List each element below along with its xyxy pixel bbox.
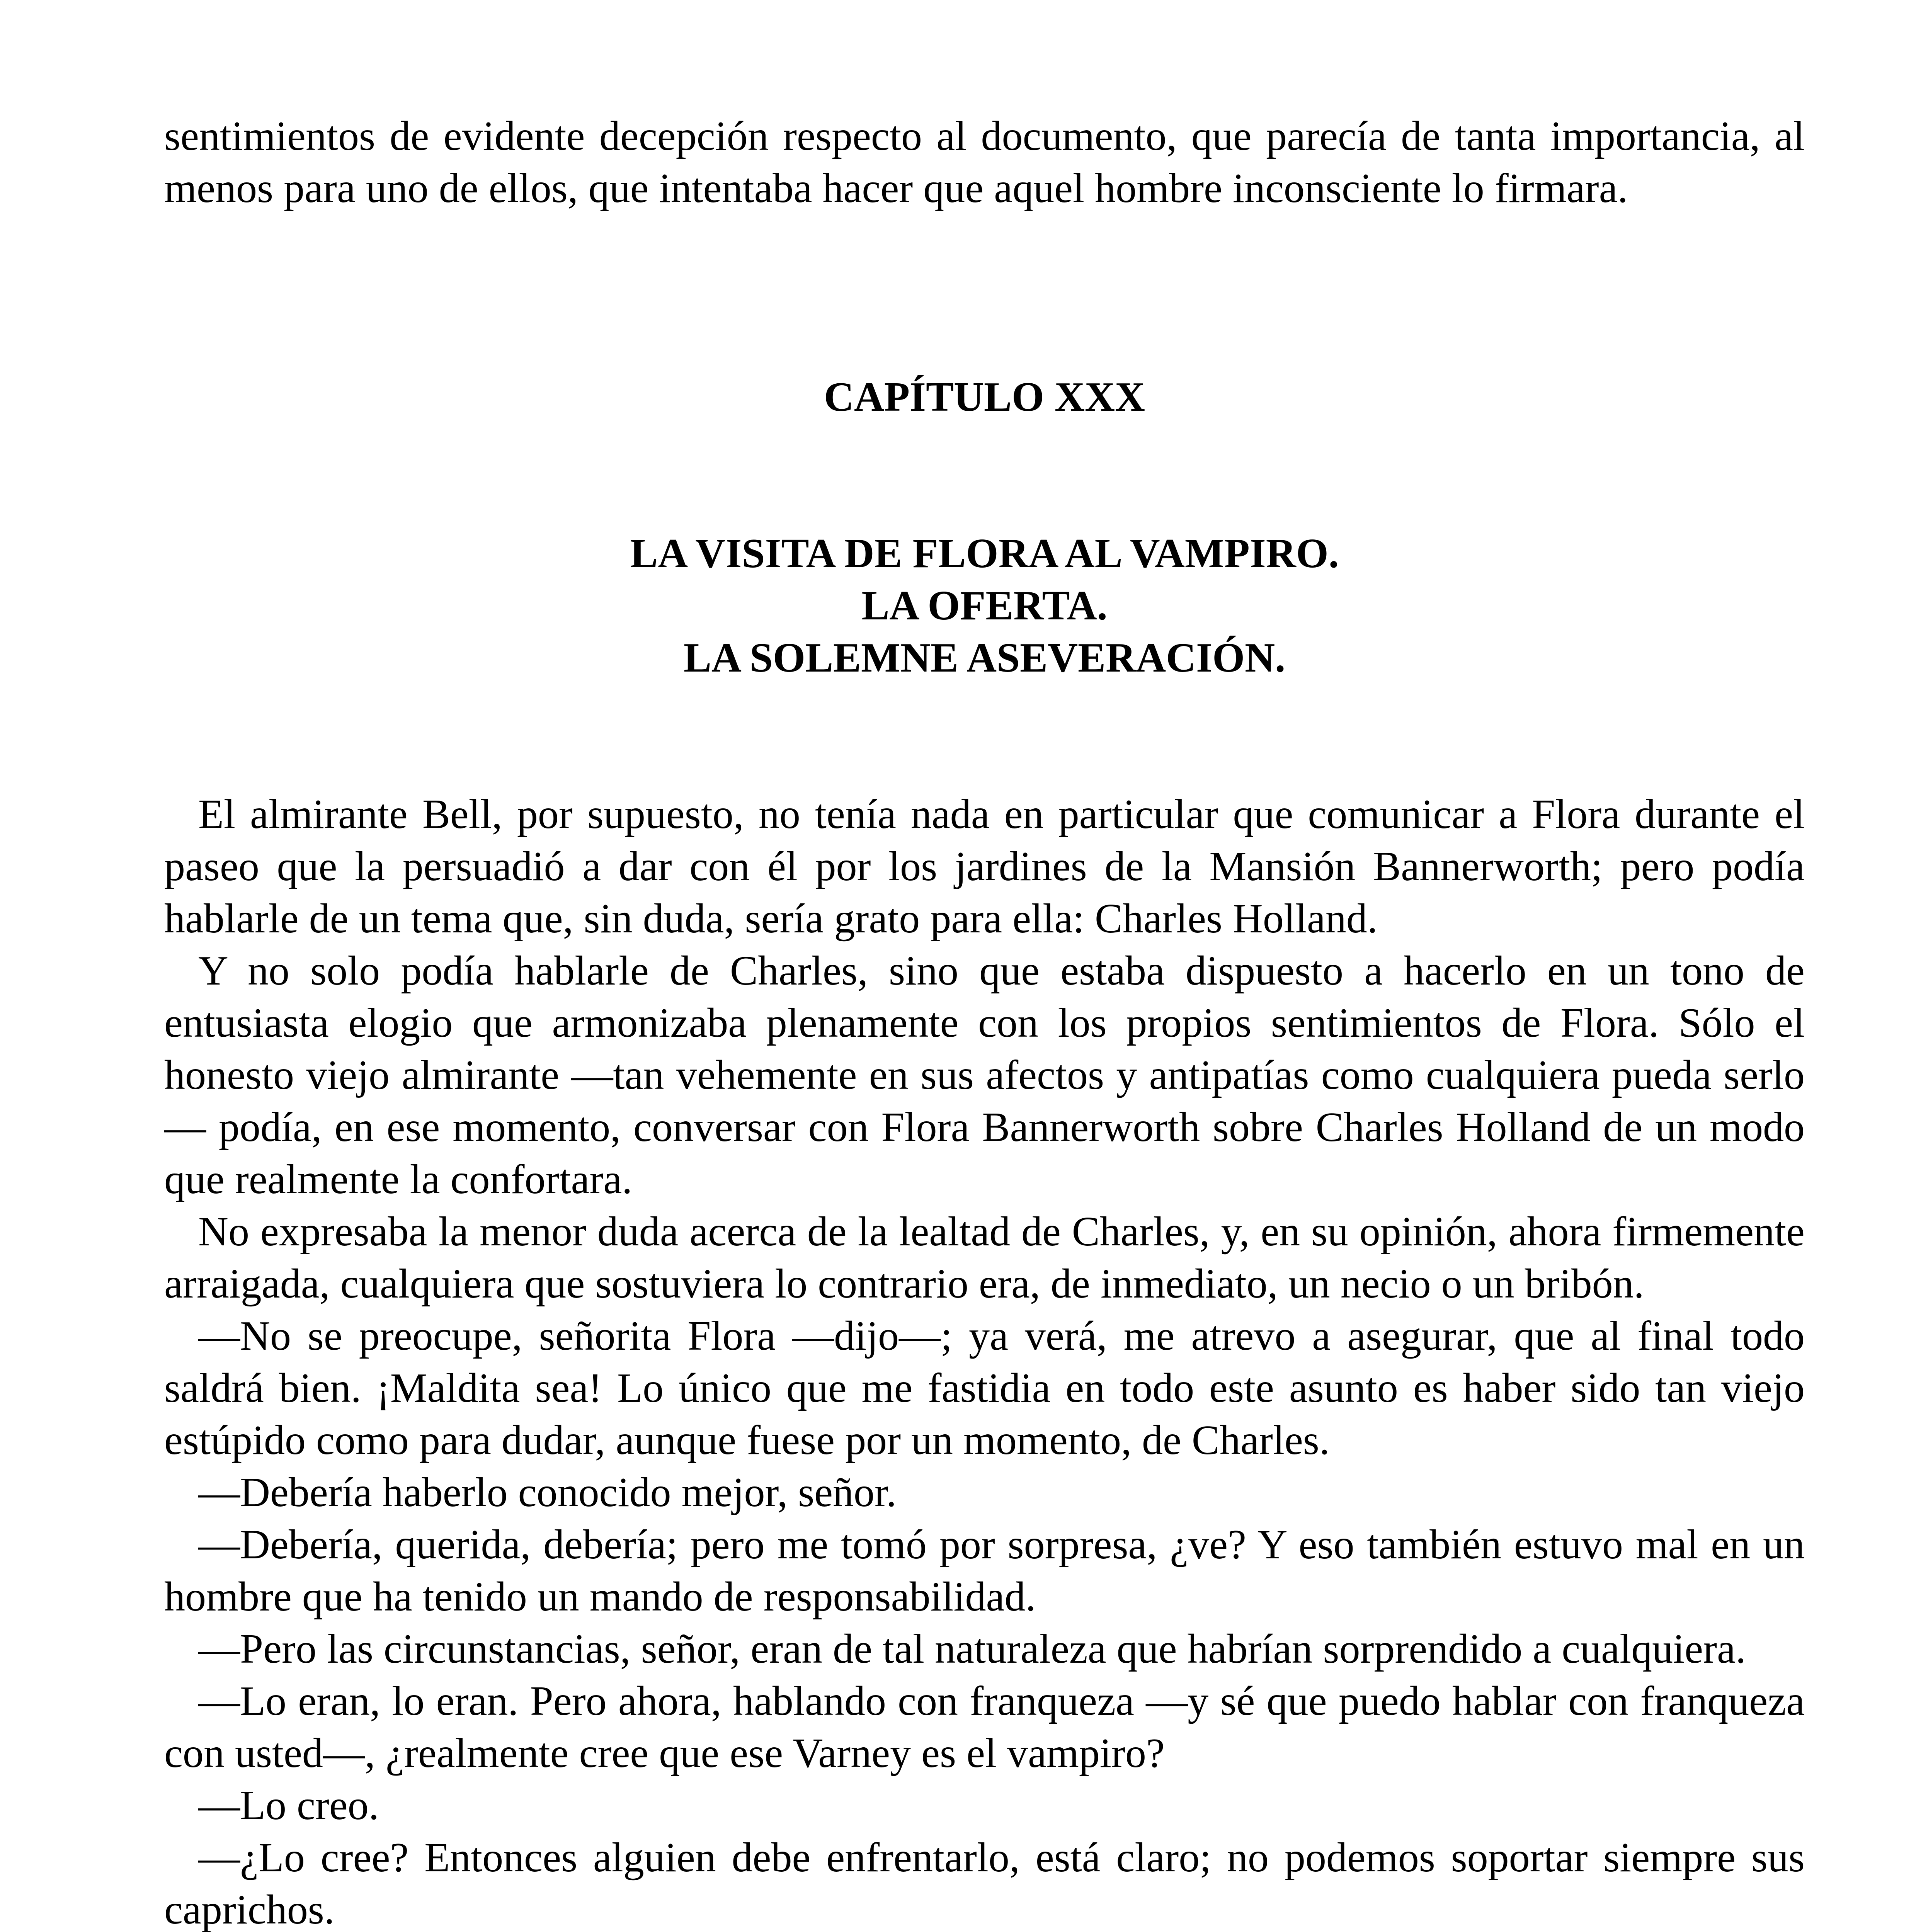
- body-paragraph: Y no solo podía hablarle de Charles, sino que estaba dispuesto a hacerlo en un tono de entusiasta elogio que armonizaba plenamente con los propios sentimientos de Flora. Sólo el honesto viejo almirante —tan vehemente en sus afectos y antipatías como cualquiera pueda serlo— podía, en ese momento, conversar con Flora Bannerworth sobre Charles Holland de un modo que realmente la confortara.: [164, 948, 1805, 1202]
- chapter-title: [164, 527, 1805, 684]
- document-page: [164, 110, 1805, 1932]
- dialogue-paragraph: —Debería haberlo conocido mejor, señor.: [198, 1469, 897, 1515]
- dialogue-paragraph: —¿Lo cree? Entonces alguien debe enfrentarlo, está claro; no podemos soportar siempre sus caprichos.: [164, 1835, 1805, 1932]
- dialogue-paragraph: —Pero las circunstancias, señor, eran de tal naturaleza que habrían sorprendido a cualquiera.: [198, 1626, 1746, 1672]
- chapter-number: CAPÍTULO XXX: [824, 374, 1145, 420]
- opening-paragraph: sentimientos de evidente decepción respecto al documento, que parecía de tanta importancia, al menos para uno de ellos, que intentaba hacer que aquel hombre inconsciente lo firmara.: [164, 113, 1805, 211]
- chapter-title-line: LA OFERTA.: [861, 583, 1108, 629]
- dialogue-paragraph: —Lo eran, lo eran. Pero ahora, hablando con franqueza —y sé que puedo hablar con franqueza con usted—, ¿realmente cree que ese Varney es el vampiro?: [164, 1678, 1805, 1776]
- body-paragraph: No expresaba la menor duda acerca de la lealtad de Charles, y, en su opinión, ahora firmemente arraigada, cualquiera que sostuviera lo contrario era, de inmediato, un necio o un bribón.: [164, 1209, 1805, 1307]
- dialogue-paragraph: —Debería, querida, debería; pero me tomó por sorpresa, ¿ve? Y eso también estuvo mal en un hombre que ha tenido un mando de responsabilidad.: [164, 1522, 1805, 1620]
- chapter-title-line: LA SOLEMNE ASEVERACIÓN.: [683, 635, 1286, 681]
- dialogue-paragraph: —No se preocupe, señorita Flora —dijo—; ya verá, me atrevo a asegurar, que al final todo saldrá bien. ¡Maldita sea! Lo único que me fastidia en todo este asunto es haber sido tan viejo estúpido como para dudar, aunque fuese por un momento, de Charles.: [164, 1313, 1805, 1463]
- body-paragraph: El almirante Bell, por supuesto, no tenía nada en particular que comunicar a Flora durante el paseo que la persuadió a dar con él por los jardines de la Mansión Bannerworth; pero podía hablarle de un tema que, sin duda, sería grato para ella: Charles Holland.: [164, 791, 1805, 942]
- dialogue-paragraph: —Lo creo.: [198, 1782, 379, 1828]
- chapter-title-line: LA VISITA DE FLORA AL VAMPIRO.: [630, 531, 1339, 577]
- chapter-body: [164, 788, 1805, 1932]
